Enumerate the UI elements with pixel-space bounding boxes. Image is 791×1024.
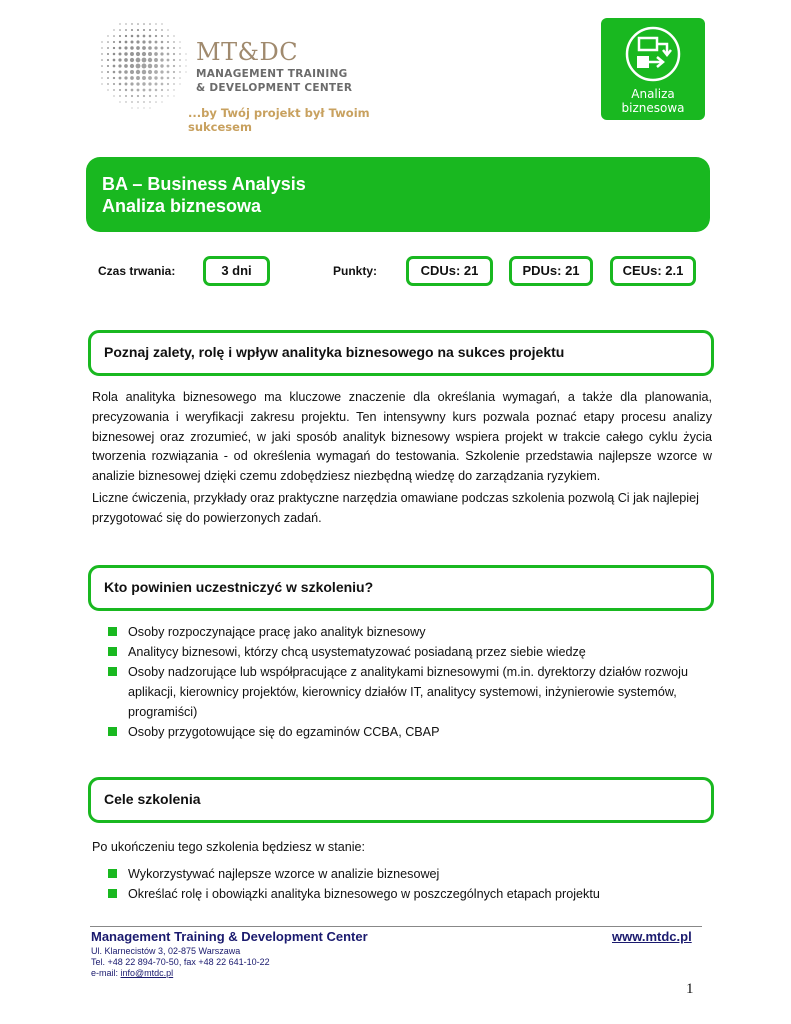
list-item: Osoby przygotowujące się do egzaminów CCBA, CBAP [108,722,708,742]
footer-email-line: e-mail: info@mtdc.pl [91,968,174,978]
green-square-bullet-icon [108,889,117,898]
goals-section-heading: Cele szkolenia [88,777,714,823]
brand-line-2: & DEVELOPMENT CENTER [196,82,353,94]
audience-list [108,622,708,742]
intro-paragraph-2: Liczne ćwiczenia, przykłady oraz praktyczne narzędzia omawiane podczas szkolenia pozwolą Ci jak najlepiej przygotować się do powierzonych zadań. [92,491,699,525]
intro-section-heading: Poznaj zalety, rolę i wpływ analityka biznesowego na sukces projektu [88,330,714,376]
green-square-bullet-icon [108,647,117,656]
footer-divider [90,926,702,927]
ceus-pill: CEUs: 2.1 [610,256,696,286]
course-title-polish: Analiza biznesowa [102,196,262,216]
intro-paragraph-1: Rola analityka biznesowego ma kluczowe znaczenie dla określania wymagań, a także dla planowania, precyzowania i weryfikacji zakresu projektu. Ten intensywny kurs pozwala poznać etapy procesu analizy biznesowej oraz zrozumieć, w jaki sposób analityk biznesowy wspiera projekt w trakcie całego cyklu życia tworzenia rozwiązania - od określenia wymagań do testowania. Szkolenie przedstawia najlepsze wzorce w analizie biznesowej dzięki czemu zdobędziesz niezbędną wiedzę do zarządzania ryzykiem. [92,390,712,484]
green-square-bullet-icon [108,667,117,676]
green-square-bullet-icon [108,627,117,636]
dotted-globe-icon [94,16,190,112]
badge-label-line-2: biznesowa [621,101,685,115]
badge-label-line-1: Analiza [631,87,675,101]
analysis-diagram-icon [623,24,683,84]
course-category-badge [601,18,705,120]
cdus-pill: CDUs: 21 [406,256,493,286]
list-item: Wykorzystywać najlepsze wzorce w analizie biznesowej [108,864,708,884]
company-logo [94,14,394,134]
course-title-banner [86,157,710,232]
page-number: 1 [686,981,694,997]
brand-name: MT&DC [196,38,299,66]
list-item: Analitycy biznesowi, którzy chcą usystematyzować posiadaną przez siebie wiedzę [108,642,708,662]
brand-line-1: MANAGEMENT TRAINING [196,68,348,80]
goals-list [108,864,708,904]
footer-website-link[interactable]: www.mtdc.pl [612,929,692,944]
points-label: Punkty: [333,264,378,278]
footer-email-link[interactable]: info@mtdc.pl [120,968,174,978]
duration-label: Czas trwania: [98,264,176,278]
course-title-english: BA – Business Analysis [102,174,306,194]
tagline: ...by Twój projekt był Twoim sukcesem [188,106,370,134]
green-square-bullet-icon [108,869,117,878]
list-item: Określać rolę i obowiązki analityka biznesowego w poszczególnych etapach projektu [108,884,708,904]
audience-section-heading: Kto powinien uczestniczyć w szkoleniu? [88,565,714,611]
duration-pill: 3 dni [203,256,270,286]
list-item: Osoby nadzorujące lub współpracujące z analitykami biznesowymi (m.in. dyrektorzy działów rozwoju aplikacji, kierownicy projektów, kierownicy działów IT, analitycy systemowi, inżynierowie systemów, programiści) [108,662,708,722]
list-item: Osoby rozpoczynające pracę jako analityk biznesowy [108,622,708,642]
footer-phone: Tel. +48 22 894-70-50, fax +48 22 641-10-22 [91,957,270,967]
pdus-pill: PDUs: 21 [509,256,593,286]
goals-intro: Po ukończeniu tego szkolenia będziesz w stanie: [92,840,366,854]
footer-address: Ul. Klarnecistów 3, 02-875 Warszawa [91,946,241,956]
footer-company-name: Management Training & Development Center [91,929,368,944]
green-square-bullet-icon [108,727,117,736]
